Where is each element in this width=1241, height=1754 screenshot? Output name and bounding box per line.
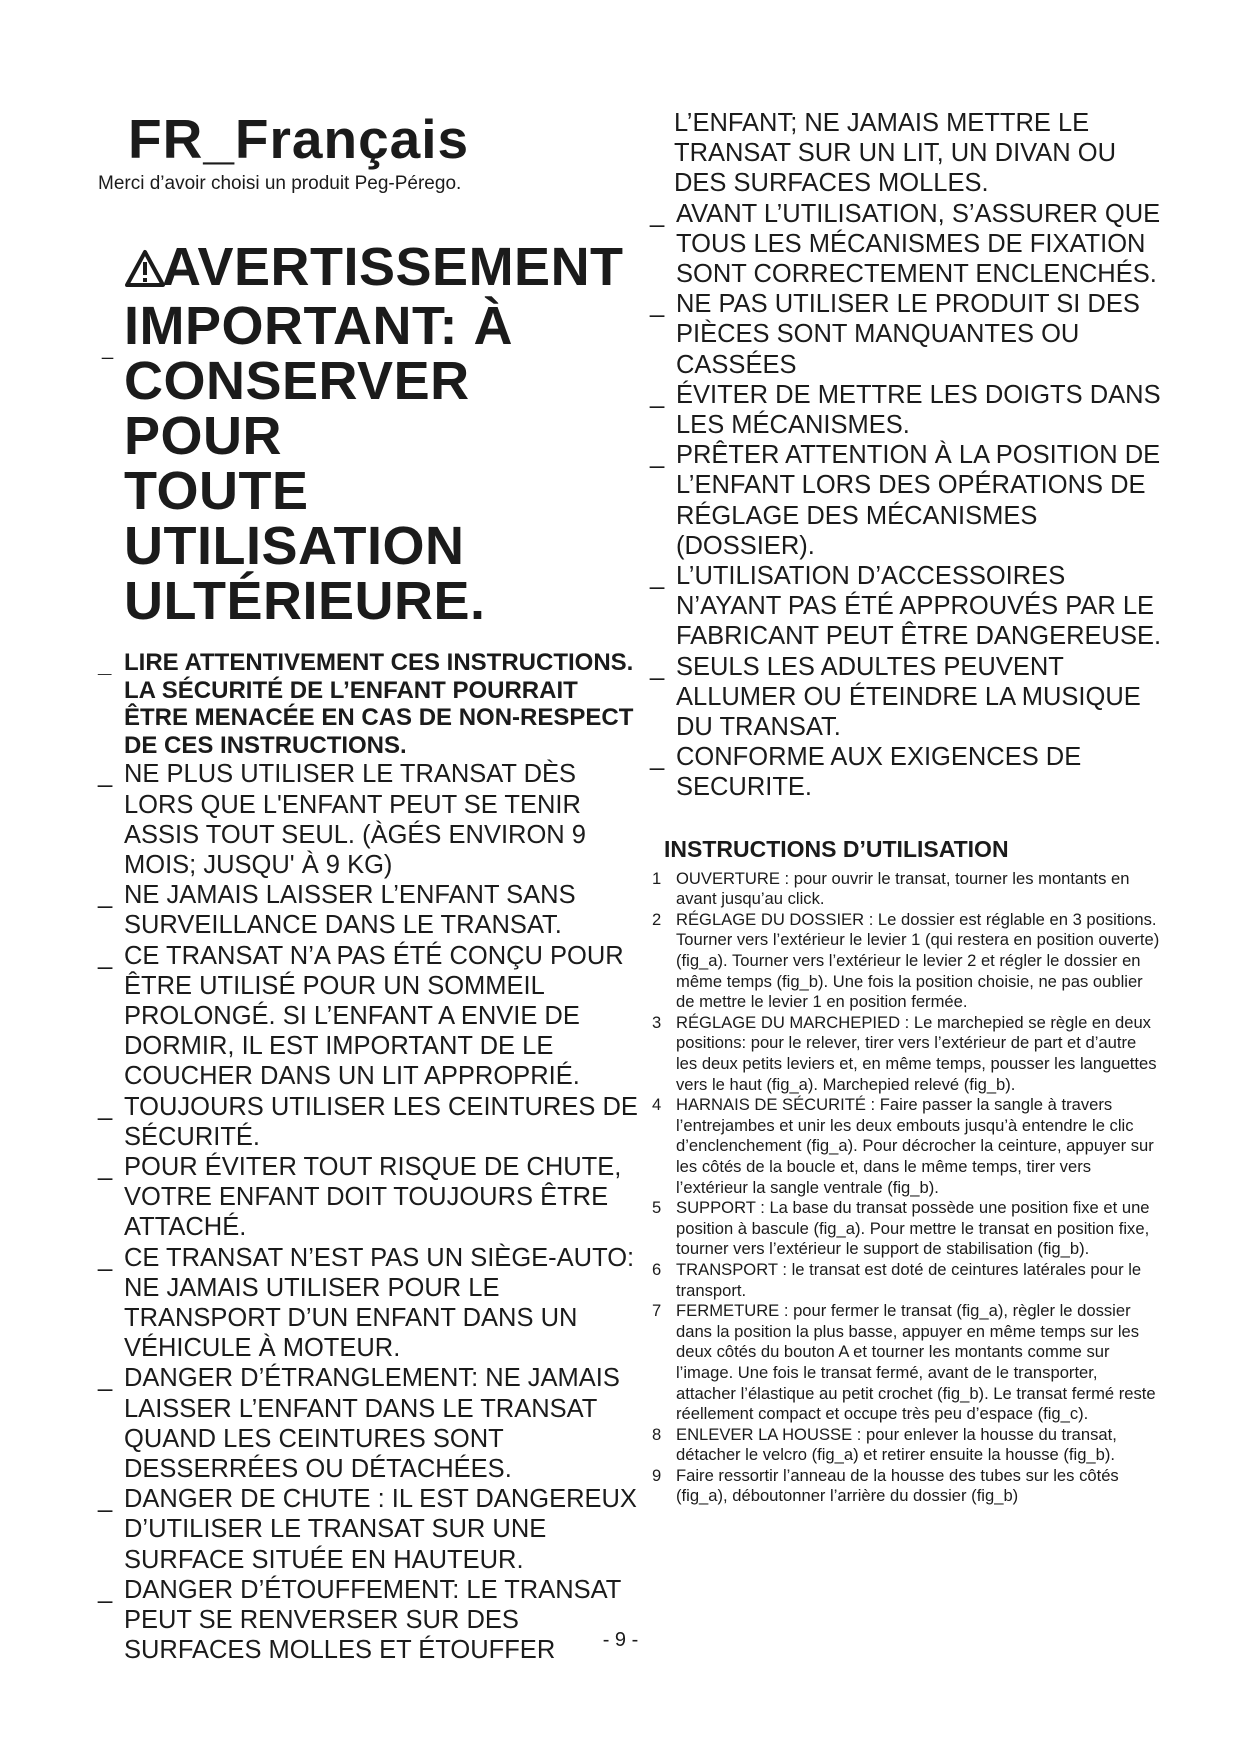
- item-dash: _: [98, 651, 112, 678]
- item-dash: _: [650, 380, 665, 409]
- item-text: ÉVITER DE METTRE LES DOIGTS DANS LES MÉCANISMES.: [676, 380, 1161, 440]
- heading-dash: _: [102, 338, 114, 360]
- right-column: [652, 108, 1162, 1507]
- item-dash: _: [98, 881, 113, 910]
- warning-item: [98, 1363, 638, 1484]
- item-dash: _: [98, 1575, 113, 1604]
- warning-item: [650, 742, 1162, 802]
- item-text: L’UTILISATION D’ACCESSOIRES N’AYANT PAS ÉTÉ APPROUVÉS PAR LE FABRICANT PEUT ÊTRE DANGEREUSE.: [676, 562, 1162, 651]
- warning-item: [650, 652, 1162, 743]
- warning-item-continued: [650, 108, 1162, 199]
- warning-triangle-icon: [124, 244, 166, 299]
- item-dash: _: [650, 441, 665, 470]
- step-number: 4: [652, 1095, 662, 1115]
- instruction-step: [652, 1013, 1162, 1095]
- step-text: ENLEVER LA HOUSSE : pour enlever la housse du transat, détacher le velcro (fig_a) et retirer ensuite la housse (fig_b).: [676, 1424, 1117, 1465]
- warning-item: [98, 1092, 638, 1152]
- warning-list-right: [650, 108, 1162, 803]
- heading-line-5: ULTÉRIEURE.: [124, 571, 486, 631]
- warning-item: [98, 1152, 638, 1243]
- item-text: DANGER D’ÉTOUFFEMENT: LE TRANSAT PEUT SE RENVERSER SUR DES SURFACES MOLLES ET ÉTOUFFER: [124, 1575, 621, 1665]
- instruction-step: [652, 1466, 1162, 1507]
- item-dash: _: [98, 1092, 113, 1121]
- item-text: CONFORME AUX EXIGENCES DE SECURITE.: [676, 743, 1082, 802]
- warning-item: [650, 199, 1162, 290]
- step-text: Faire ressortir l’anneau de la housse des tubes sur les côtés (fig_a), déboutonner l’arrière du dossier (fig_b): [676, 1465, 1119, 1506]
- item-text: NE JAMAIS LAISSER L’ENFANT SANS SURVEILLANCE DANS LE TRANSAT.: [124, 881, 576, 940]
- item-text: POUR ÉVITER TOUT RISQUE DE CHUTE, VOTRE ENFANT DOIT TOUJOURS ÊTRE ATTACHÉ.: [124, 1153, 622, 1242]
- item-text: DANGER DE CHUTE : IL EST DANGEREUX D’UTILISER LE TRANSAT SUR UNE SURFACE SITUÉE EN HAUTEUR.: [124, 1485, 637, 1574]
- language-title: FR_Français: [128, 108, 470, 170]
- item-dash: _: [98, 1485, 113, 1514]
- step-text: RÉGLAGE DU MARCHEPIED : Le marchepied se règle en deux positions: pour le relever, tirer vers l’extérieur de part et d’autre les deux petits leviers et, en même temps, pousser les languettes vers le haut (fig_a). Marchepied relevé (fig_b).: [676, 1012, 1157, 1094]
- instruction-step: [652, 1425, 1162, 1466]
- warning-item: [98, 649, 638, 759]
- warning-item: [650, 380, 1162, 440]
- thanks-line: Merci d’avoir choisi un produit Peg-Pérego.: [98, 173, 462, 194]
- item-dash: _: [650, 652, 665, 681]
- instructions-title: INSTRUCTIONS D’UTILISATION: [664, 835, 1009, 862]
- warning-item: [650, 289, 1162, 380]
- item-dash: _: [98, 941, 113, 970]
- warning-item: [98, 1484, 638, 1575]
- step-text: RÉGLAGE DU DOSSIER : Le dossier est réglable en 3 positions. Tourner vers l’extérieur le levier 1 (qui restera en position ouverte) (fig_a). Tourner vers l’extérieur le levier 2 et régler le dossier en même temps (fig_b). Une fois la position choisie, ne pas oublier de mettre le levier 1 en position fermée.: [676, 909, 1160, 1012]
- item-text: DANGER D’ÉTRANGLEMENT: NE JAMAIS LAISSER L’ENFANT DANS LE TRANSAT QUAND LES CEINTURES SONT DESSERRÉES OU DÉTACHÉES.: [124, 1364, 620, 1484]
- step-number: 5: [652, 1198, 662, 1218]
- item-dash: _: [650, 290, 665, 319]
- step-text: TRANSPORT : le transat est doté de ceintures latérales pour le transport.: [676, 1259, 1142, 1300]
- instruction-steps: [652, 869, 1162, 1507]
- step-number: 1: [652, 868, 662, 888]
- warning-list-left: [98, 649, 638, 1665]
- instruction-step: [652, 910, 1162, 1013]
- heading-line-3: CONSERVER POUR: [124, 351, 470, 466]
- item-text: LIRE ATTENTIVEMENT CES INSTRUCTIONS. LA SÉCURITÉ DE L’ENFANT POURRAIT ÊTRE MENACÉE EN CAS DE NON-RESPECT DE CES INSTRUCTIONS.: [124, 649, 634, 759]
- step-number: 3: [652, 1012, 662, 1032]
- step-number: 7: [652, 1301, 662, 1321]
- instruction-step: [652, 1301, 1162, 1425]
- instruction-step: [652, 869, 1162, 910]
- heading-line-4: TOUTE UTILISATION: [124, 461, 465, 576]
- step-number: 2: [652, 909, 662, 929]
- warning-item: [98, 759, 638, 880]
- step-number: 8: [652, 1424, 662, 1444]
- item-text: PRÊTER ATTENTION À LA POSITION DE L’ENFANT LORS DES OPÉRATIONS DE RÉGLAGE DES MÉCANISMES (DOSSIER).: [676, 441, 1161, 560]
- item-dash: _: [650, 743, 665, 772]
- warning-heading: [102, 237, 638, 631]
- item-text: SEULS LES ADULTES PEUVENT ALLUMER OU ÉTEINDRE LA MUSIQUE DU TRANSAT.: [676, 652, 1141, 742]
- item-text: TOUJOURS UTILISER LES CEINTURES DE SÉCURITÉ.: [124, 1092, 638, 1151]
- warning-item: [650, 561, 1162, 652]
- heading-line-2: IMPORTANT: À: [124, 296, 513, 356]
- item-text: AVANT L’UTILISATION, S’ASSURER QUE TOUS LES MÉCANISMES DE FIXATION SONT CORRECTEMENT ENCLENCHÉS.: [676, 199, 1161, 289]
- heading-line-1: [124, 237, 638, 299]
- item-dash: _: [98, 1153, 113, 1182]
- instruction-step: [652, 1198, 1162, 1260]
- item-text: NE PAS UTILISER LE PRODUIT SI DES PIÈCES SONT MANQUANTES OU CASSÉES: [676, 290, 1140, 379]
- step-text: SUPPORT : La base du transat possède une position fixe et une position à bascule (fig_a). Pour mettre le transat en position fixe, tourner vers l’extérieur le support de stabilisation (fig_b).: [676, 1198, 1150, 1259]
- step-number: 6: [652, 1259, 662, 1279]
- item-text: L’ENFANT; NE JAMAIS METTRE LE TRANSAT SUR UN LIT, UN DIVAN OU DES SURFACES MOLLES.: [674, 109, 1117, 198]
- item-dash: _: [98, 760, 113, 789]
- item-dash: _: [650, 199, 665, 228]
- instruction-step: [652, 1260, 1162, 1301]
- warning-item: [98, 880, 638, 940]
- warning-item: [98, 941, 638, 1092]
- left-column: [98, 108, 638, 1665]
- page-number: - 9 -: [602, 1629, 639, 1651]
- heading-text-1: AVERTISSEMENT: [162, 237, 624, 297]
- item-dash: _: [98, 1243, 113, 1272]
- item-text: CE TRANSAT N’EST PAS UN SIÈGE-AUTO: NE JAMAIS UTILISER POUR LE TRANSPORT D’UN ENFANT DANS UN VÉHICULE À MOTEUR.: [124, 1243, 635, 1363]
- step-text: OUVERTURE : pour ouvrir le transat, tourner les montants en avant jusqu’au click.: [676, 868, 1130, 909]
- step-text: HARNAIS DE SÉCURITÉ : Faire passer la sangle à travers l’entrejambes et unir les deux embouts jusqu’à entendre le clic d’enclenchement (fig_a). Pour décrocher la ceinture, appuyer sur les côtés de la boucle et, dans le même temps, tirer vers l’extérieur la sangle ventrale (fig_b).: [676, 1095, 1154, 1197]
- warning-item: [650, 440, 1162, 561]
- item-text: NE PLUS UTILISER LE TRANSAT DÈS LORS QUE L'ENFANT PEUT SE TENIR ASSIS TOUT SEUL. (ÀGÉS ENVIRON 9 MOIS; JUSQU' À 9 KG): [124, 760, 586, 879]
- instruction-step: [652, 1095, 1162, 1198]
- step-number: 9: [652, 1465, 662, 1485]
- item-dash: _: [98, 1364, 113, 1393]
- warning-item: [98, 1243, 638, 1364]
- step-text: FERMETURE : pour fermer le transat (fig_a), règler le dossier dans la position la plus basse, appuyer en même temps sur les deux côtés du bouton A et tourner les montants comme sur l’image. Une fois le transat fermé, avant de le transporter, attacher l’élastique au petit crochet (fig_b). Le transat fermé reste réellement compact et occupe très peu d’espace (fig_c).: [676, 1301, 1156, 1424]
- item-text: CE TRANSAT N’A PAS ÉTÉ CONÇU POUR ÊTRE UTILISÉ POUR UN SOMMEIL PROLONGÉ. SI L’ENFANT A ENVIE DE DORMIR, IL EST IMPORTANT DE LE COUCHER DANS UN LIT APPROPRIÉ.: [124, 941, 624, 1091]
- item-dash: _: [650, 562, 665, 591]
